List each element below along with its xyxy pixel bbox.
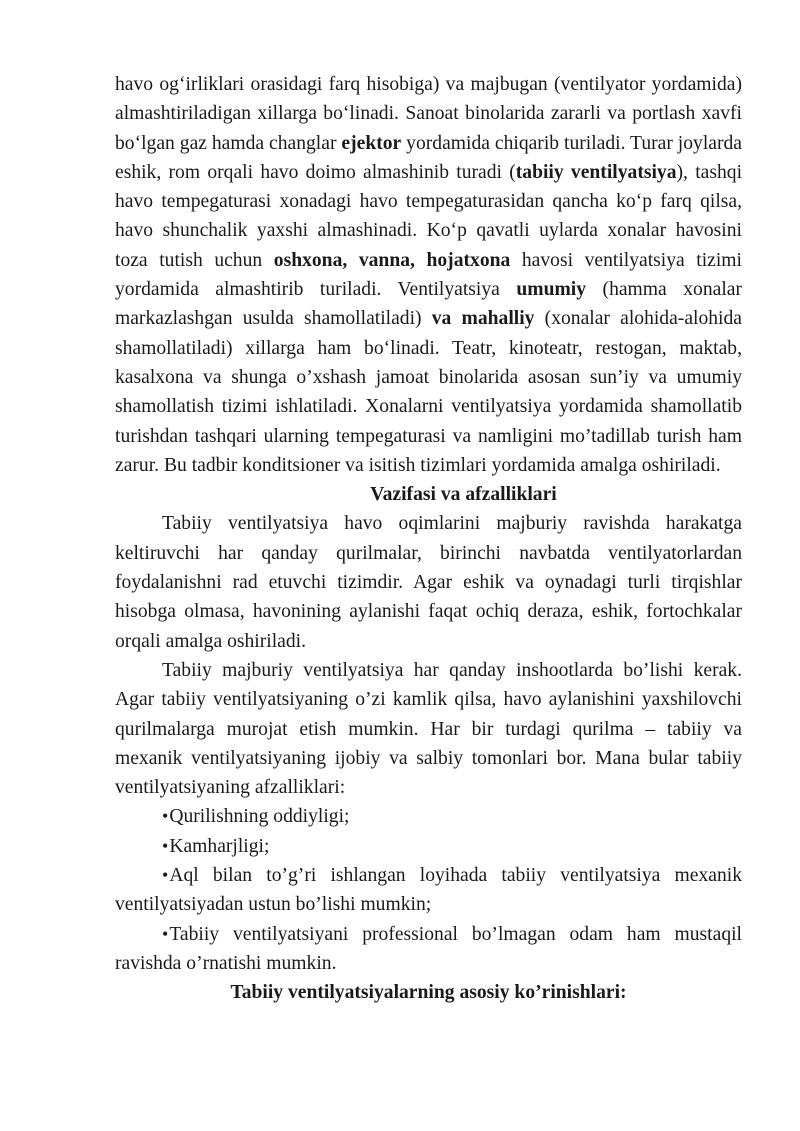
term-rooms: oshxona, vanna, hojatxona: [273, 249, 511, 271]
bullet-icon: •: [162, 806, 169, 827]
list-item: •Kamharjligi;: [162, 835, 270, 857]
bullet-icon: •: [162, 865, 169, 886]
term-local: va mahalliy: [431, 308, 535, 330]
bullet-icon: •: [162, 835, 169, 856]
section-heading-purpose: Vazifasi va afzalliklari: [370, 484, 557, 506]
list-item: •Qurilishning oddiyligi;: [162, 806, 350, 828]
term-natural-ventilation: tabiiy ventilyatsiya: [515, 161, 677, 183]
definition-paragraph: Tabiiy ventilyatsiya havo oqimlarini majburiy ravishda harakatga keltiruvchi har qanday qurilmalar, birinchi navbatda ventilyatorlardan foydalanishni rad etuvchi tizimdir. Agar eshik va oynadagi turli tirqishlar hisobga olmasa, havonining aylanishi faqat ochiq deraza, eshik, fortochkalar orqali amalga oshiriladi.: [115, 513, 742, 652]
section-heading-types: Tabiiy ventilyatsiyalarning asosiy ko’rinishlari:: [230, 982, 627, 1004]
list-item: •Aql bilan to’g’ri ishlangan loyihada tabiiy ventilyatsiya mexanik ventilyatsiyadan ustun bo’lishi mumkin;: [115, 865, 742, 916]
intro-paragraph: havo og‘irliklari orasidagi farq hisobiga) va majbugan (ventilyator yordamida) almashtiriladigan xillarga bo‘linadi. Sanoat binolarida zararli va portlash xavfi bo‘lgan gaz hamda changlar ejektor yordamida chiqarib turiladi. Turar joylarda eshik, rom orqali havo doimo almashinib turadi (tabiiy ventilyatsiya), tashqi havo tempegaturasi xonadagi havo tempegaturasidan qancha ko‘p farq qilsa, havo shunchalik yaxshi almashinadi. Ko‘p qavatli uylarda xonalar havosini toza tutish uchun oshxona, vanna, hojatxona havosi ventilyatsiya tizimi yordamida almashtirib turiladi. Ventilyatsiya umumiy (hamma xonalar markazlashgan usulda shamollatiladi) va mahalliy (xonalar alohida-alohida shamollatiladi) xillarga ham bo‘linadi. Teatr, kinoteatr, restogan, maktab, kasalxona va shunga o’xshash jamoat binolarida asosan sun’iy va umumiy shamollatish tizimi ishlatiladi. Xonalarni ventilyatsiya yordamida shamollatib turishdan tashqari ularning tempegaturasi va namligini mo’tadillab turish ham zarur. Bu tadbir konditsioner va isitish tizimlari yordamida amalga oshiriladi.: [115, 74, 743, 476]
bullet-icon: •: [162, 923, 169, 944]
term-general: umumiy: [516, 279, 587, 301]
list-item: •Tabiiy ventilyatsiyani professional bo’lmagan odam ham mustaqil ravishda o’rnatishi mumkin.: [115, 923, 742, 974]
term-ejektor: ejektor: [341, 132, 402, 154]
advantages-intro-paragraph: Tabiiy majburiy ventilyatsiya har qanday inshootlarda bo’lishi kerak. Agar tabiiy ventilyatsiyaning o’zi kamlik qilsa, havo aylanishini yaxshilovchi qurilmalarga murojat etish mumkin. Har bir turdagi qurilma – tabiiy va mexanik ventilyatsiyaning ijobiy va salbiy tomonlari bor. Mana bular tabiiy ventilyatsiyaning afzalliklari:: [115, 659, 742, 799]
